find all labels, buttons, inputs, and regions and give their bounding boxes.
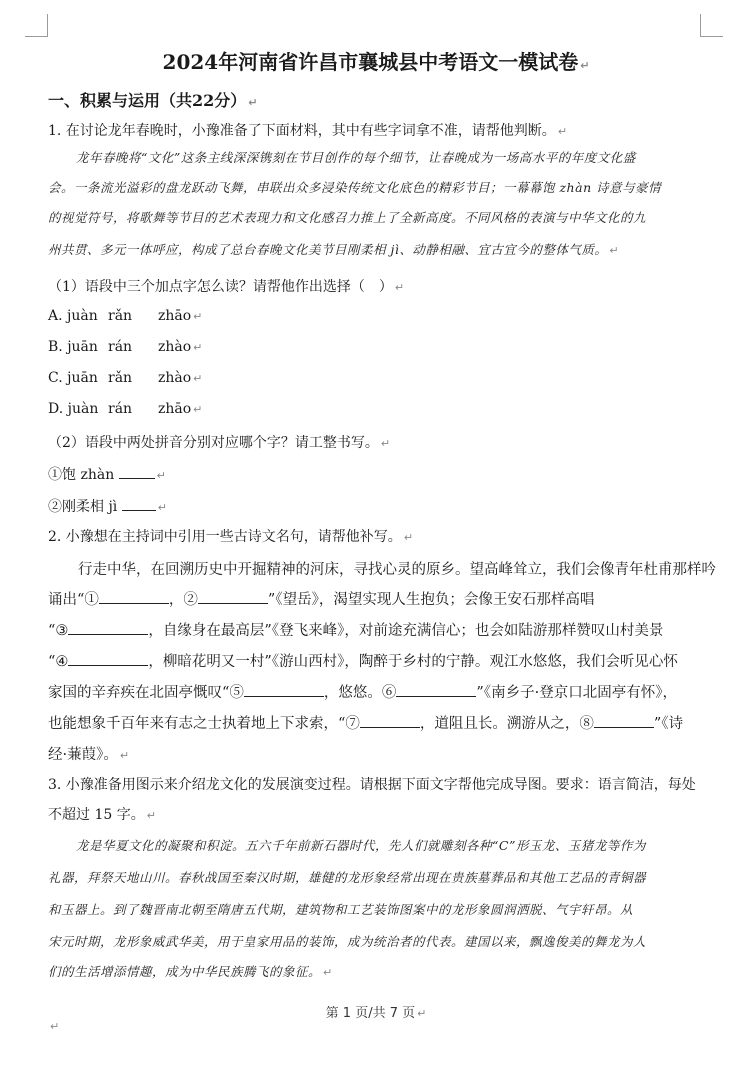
q2-line: “③ ，自缘身在最高层”《登飞来峰》，对前途充满信心；也会如陆游那样赞叹山村美景 bbox=[48, 619, 663, 640]
q2-line: 经·蒹葭》。 ↵ bbox=[48, 747, 130, 763]
q2-line: 行走中华，在回溯历史中开掘精神的河床，寻找心灵的原乡。望高峰耸立，我们会像青年杜甫那样吟 bbox=[78, 562, 716, 578]
fill-blank-1: ①饱 zhàn ↵ bbox=[48, 464, 166, 484]
q2-line: 家国的辛弃疾在北固亭慨叹“⑤ ，悠悠。⑥ ”《南乡子·登京口北固亭有怀》， bbox=[48, 681, 677, 702]
q1-passage-line: 州共贯、多元一体呼应，构成了总台春晚文化美节目刚柔相 jì、动静相融、宜古宜今的整体气质。 ↵ bbox=[48, 242, 620, 257]
q1-sub2: （2）语段中两处拼音分别对应哪个字？请工整书写。 ↵ bbox=[48, 435, 391, 451]
q2-line: 诵出“① ，② ”《望岳》，渴望实现人生抱负；会像王安石那样高唱 bbox=[48, 588, 594, 609]
section-heading: 一、积累与运用（共22分） ↵ bbox=[48, 91, 258, 110]
q3-passage-line: 礼器，拜祭天地山川。春秋战国至秦汉时期，雄健的龙形象经常出现在贵族墓葬品和其他工艺品的青铜器 bbox=[48, 870, 647, 885]
q3-stem: 不超过 15 字。 ↵ bbox=[48, 807, 156, 823]
q2-stem: 2. 小豫想在主持词中引用一些古诗文名句，请帮他补写。 ↵ bbox=[48, 529, 414, 545]
q1-sub1: （1）语段中三个加点字怎么读？请帮他作出选择（ ） ↵ bbox=[48, 279, 405, 295]
q1-passage-line: 龙年春晚将“文化”这条主线深深镌刻在节目创作的每个细节，让春晚成为一场高水平的年度文化盛 bbox=[76, 150, 636, 165]
corner-mark-right bbox=[700, 14, 723, 37]
q3-stem: 3. 小豫准备用图示来介绍龙文化的发展演变过程。请根据下面文字帮他完成导图。要求：语言简洁，每处 bbox=[48, 777, 696, 793]
q2-line: 也能想象千百年来有志之士执着地上下求索，“⑦ ，道阻且长。溯游从之，⑧ ”《诗 bbox=[48, 712, 683, 733]
q2-line: “④ ，柳暗花明又一村”《游山西村》，陶醉于乡村的宁静。观江水悠悠，我们会听见心怀 bbox=[48, 650, 678, 671]
page-footer: 第 1 页/共 7 页 ↵ bbox=[325, 1006, 427, 1021]
corner-mark-left bbox=[25, 14, 48, 37]
q1-passage-line: 会。一条流光溢彩的盘龙跃动飞舞，串联出众多浸染传统文化底色的精彩节目；一幕幕饱 zhàn 诗意与豪情 bbox=[48, 180, 662, 195]
q3-passage-line: 龙是华夏文化的凝聚和积淀。五六千年前新石器时代，先人们就雕刻各种“C”形玉龙、玉猪龙等作为 bbox=[76, 838, 646, 853]
page-title: 2024年河南省许昌市襄城县中考语文一模试卷 ↵ bbox=[162, 50, 590, 74]
q3-passage-line: 们的生活增添情趣，成为中华民族腾飞的象征。 ↵ bbox=[48, 964, 333, 979]
fill-blank-2: ②刚柔相 jì ↵ bbox=[48, 496, 167, 516]
option-a[interactable]: A. juàn rǎn zhāo ↵ bbox=[48, 308, 203, 324]
q1-stem: 1. 在讨论龙年春晚时，小豫准备了下面材料，其中有些字词拿不准，请帮他判断。 ↵ bbox=[48, 123, 568, 139]
option-b[interactable]: B. juān rán zhào ↵ bbox=[48, 339, 203, 355]
q3-passage-line: 和玉器上。到了魏晋南北朝至隋唐五代期，建筑物和工艺装饰图案中的龙形象圆润洒脱、气宇轩昂。从 bbox=[48, 902, 634, 917]
q3-passage-line: 宋元时期，龙形象威武华美，用于皇家用品的装饰，成为统治者的代表。建国以来，飘逸俊美的舞龙为人 bbox=[48, 934, 647, 949]
option-c[interactable]: C. juān rǎn zhào ↵ bbox=[48, 370, 203, 386]
paragraph-mark-icon: ↵ bbox=[50, 1020, 60, 1033]
option-d[interactable]: D. juàn rán zhāo ↵ bbox=[48, 401, 203, 417]
q1-passage-line: 的视觉符号，将歌舞等节目的艺术表现力和文化感召力推上了全新高度。不同风格的表演与中华文化的九 bbox=[48, 210, 647, 225]
